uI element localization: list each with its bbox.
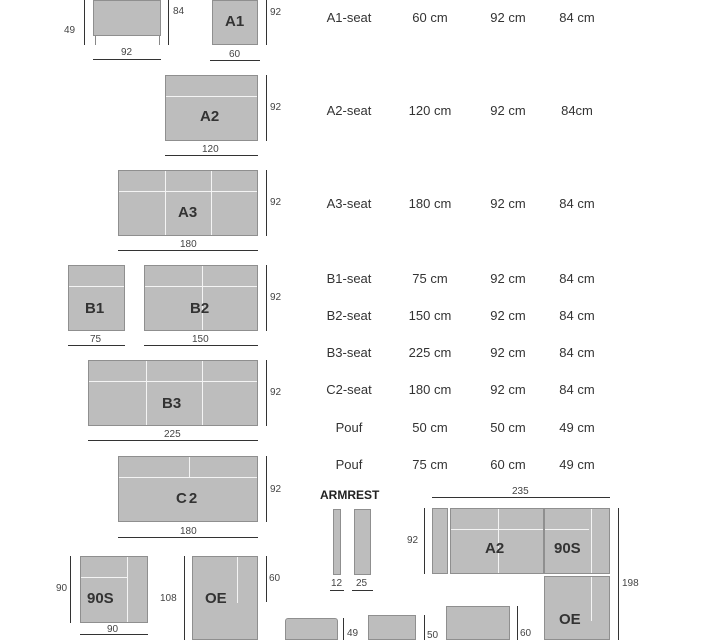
pouf-small-line bbox=[424, 615, 425, 640]
b3-depth-line bbox=[266, 360, 267, 426]
c2-divider bbox=[189, 457, 190, 477]
c2-backrest bbox=[119, 457, 257, 478]
b3-width-label: 225 bbox=[164, 429, 181, 440]
a3-divider-1 bbox=[165, 171, 166, 235]
pouf-side-shape bbox=[285, 618, 338, 640]
table-cell-width: 225 cm bbox=[408, 345, 452, 360]
table-cell-width: 120 cm bbox=[408, 103, 452, 118]
c2-depth-label: 92 bbox=[270, 484, 282, 495]
table-cell-width: 60 cm bbox=[412, 10, 448, 25]
corner-depth-label: 92 bbox=[407, 535, 419, 546]
c2-width-line bbox=[118, 537, 258, 538]
oe-back-label: 60 bbox=[269, 573, 281, 584]
a2-code: A2 bbox=[200, 108, 220, 125]
table-cell-height: 84 cm bbox=[559, 10, 595, 25]
side-height-line bbox=[168, 0, 169, 45]
table-cell-height: 84 cm bbox=[559, 382, 595, 397]
s90-code: 90S bbox=[87, 590, 114, 607]
corner-length-label: 198 bbox=[622, 578, 639, 589]
a3-code: A3 bbox=[178, 204, 198, 221]
corner-oe-backrest bbox=[591, 577, 592, 621]
side-seat-height-label: 49 bbox=[64, 25, 76, 36]
armrest-narrow-label: 12 bbox=[331, 578, 343, 589]
armrest-wide-label: 25 bbox=[356, 578, 368, 589]
b3-width-line bbox=[88, 440, 258, 441]
a3-width-line bbox=[118, 250, 258, 251]
side-view-body bbox=[93, 0, 161, 36]
side-depth-line bbox=[93, 59, 161, 60]
table-cell-depth: 92 cm bbox=[490, 345, 526, 360]
corner-length-line bbox=[618, 508, 619, 640]
table-cell-height: 84 cm bbox=[559, 196, 595, 211]
b2-backrest bbox=[145, 266, 257, 287]
oe-depth-label: 108 bbox=[160, 593, 177, 604]
table-cell-name: B1-seat bbox=[326, 271, 372, 286]
corner-a2-backrest bbox=[451, 509, 543, 530]
side-seat-height-line bbox=[84, 0, 85, 45]
table-cell-depth: 60 cm bbox=[490, 457, 526, 472]
a1-width-label: 60 bbox=[229, 49, 241, 60]
b2-width-line bbox=[144, 345, 258, 346]
table-cell-name: B3-seat bbox=[326, 345, 372, 360]
c2-depth-line bbox=[266, 456, 267, 522]
side-view-leg-left bbox=[95, 36, 96, 45]
pouf-large-line bbox=[517, 606, 518, 640]
armrest-narrow-line bbox=[330, 590, 344, 591]
table-cell-name: Pouf bbox=[335, 420, 363, 435]
b2-code: B2 bbox=[190, 300, 210, 317]
armrest-title: ARMREST bbox=[320, 488, 380, 502]
b2-width-label: 150 bbox=[192, 334, 209, 345]
side-view-leg-right bbox=[159, 36, 160, 45]
side-depth-label: 92 bbox=[121, 47, 133, 58]
table-cell-name: A3-seat bbox=[326, 196, 372, 211]
b2-divider bbox=[202, 266, 203, 330]
b2-depth-line bbox=[266, 265, 267, 331]
pouf-small-shape bbox=[368, 615, 416, 640]
b3-divider-2 bbox=[202, 361, 203, 425]
corner-90s-code: 90S bbox=[554, 540, 581, 557]
table-cell-name: Pouf bbox=[335, 457, 363, 472]
a2-backrest bbox=[166, 76, 257, 97]
armrest-wide-line bbox=[352, 590, 373, 591]
table-cell-depth: 92 cm bbox=[490, 10, 526, 25]
corner-oe-shape bbox=[544, 576, 610, 640]
corner-depth-line bbox=[424, 508, 425, 574]
c2-code: C2 bbox=[176, 490, 200, 507]
a3-depth-label: 92 bbox=[270, 197, 282, 208]
s90-side-back bbox=[127, 557, 128, 622]
corner-width-line bbox=[432, 497, 610, 498]
table-cell-width: 50 cm bbox=[412, 420, 448, 435]
a3-depth-line bbox=[266, 170, 267, 236]
corner-oe-code: OE bbox=[559, 611, 581, 628]
a2-width-label: 120 bbox=[202, 144, 219, 155]
b1-backrest bbox=[69, 266, 124, 287]
a3-width-label: 180 bbox=[180, 239, 197, 250]
b2-depth-label: 92 bbox=[270, 292, 282, 303]
a1-depth-line bbox=[266, 0, 267, 45]
table-cell-height: 49 cm bbox=[559, 420, 595, 435]
table-cell-width: 150 cm bbox=[408, 308, 452, 323]
oe-backrest bbox=[237, 557, 238, 603]
s90-backrest bbox=[81, 557, 127, 578]
table-cell-height: 49 cm bbox=[559, 457, 595, 472]
c2-width-label: 180 bbox=[180, 526, 197, 537]
table-cell-height: 84 cm bbox=[559, 308, 595, 323]
table-cell-width: 75 cm bbox=[412, 457, 448, 472]
corner-width-label: 235 bbox=[512, 486, 529, 497]
corner-90s-backrest bbox=[545, 509, 589, 530]
b1-width-line bbox=[68, 345, 125, 346]
table-cell-height: 84 cm bbox=[559, 271, 595, 286]
armrest-wide-shape bbox=[354, 509, 371, 575]
a1-width-line bbox=[210, 60, 260, 61]
b1-width-label: 75 bbox=[90, 334, 102, 345]
oe-code: OE bbox=[205, 590, 227, 607]
table-cell-name: A2-seat bbox=[326, 103, 372, 118]
a2-depth-line bbox=[266, 75, 267, 141]
corner-90s-side-back bbox=[591, 509, 592, 573]
b3-depth-label: 92 bbox=[270, 387, 282, 398]
a2-width-line bbox=[165, 155, 258, 156]
table-cell-width: 75 cm bbox=[412, 271, 448, 286]
a1-depth-label: 92 bbox=[270, 7, 282, 18]
table-cell-name: A1-seat bbox=[326, 10, 372, 25]
pouf-side-height-label: 49 bbox=[347, 628, 359, 639]
b2-shape bbox=[144, 265, 258, 331]
pouf-side-height-line bbox=[343, 618, 344, 640]
armrest-narrow-shape bbox=[333, 509, 341, 575]
table-cell-height: 84 cm bbox=[559, 345, 595, 360]
oe-back-line bbox=[266, 556, 267, 602]
b3-shape bbox=[88, 360, 258, 426]
table-cell-depth: 92 cm bbox=[490, 308, 526, 323]
b3-divider-1 bbox=[146, 361, 147, 425]
table-cell-depth: 92 cm bbox=[490, 382, 526, 397]
table-cell-name: B2-seat bbox=[326, 308, 372, 323]
b3-backrest bbox=[89, 361, 257, 382]
table-cell-width: 180 cm bbox=[408, 196, 452, 211]
a3-divider-2 bbox=[211, 171, 212, 235]
b1-code: B1 bbox=[85, 300, 105, 317]
side-height-label: 84 bbox=[173, 6, 185, 17]
c2-shape bbox=[118, 456, 258, 522]
table-cell-name: C2-seat bbox=[326, 382, 372, 397]
oe-depth-line bbox=[184, 556, 185, 640]
b3-code: B3 bbox=[162, 395, 182, 412]
table-cell-depth: 92 cm bbox=[490, 271, 526, 286]
pouf-large-label: 60 bbox=[520, 628, 532, 639]
table-cell-depth: 92 cm bbox=[490, 196, 526, 211]
table-cell-width: 180 cm bbox=[408, 382, 452, 397]
table-cell-depth: 50 cm bbox=[490, 420, 526, 435]
b1-shape bbox=[68, 265, 125, 331]
s90-depth-label: 90 bbox=[56, 583, 68, 594]
table-cell-height: 84cm bbox=[561, 103, 593, 118]
s90-width-label: 90 bbox=[107, 624, 119, 635]
a1-code: A1 bbox=[225, 13, 245, 30]
corner-armrest bbox=[432, 508, 448, 574]
corner-a2-code: A2 bbox=[485, 540, 505, 557]
pouf-large-shape bbox=[446, 606, 510, 640]
a2-depth-label: 92 bbox=[270, 102, 282, 113]
a3-backrest bbox=[119, 171, 257, 192]
s90-depth-line bbox=[70, 556, 71, 623]
pouf-small-label: 50 bbox=[427, 630, 439, 641]
table-cell-depth: 92 cm bbox=[490, 103, 526, 118]
a3-shape bbox=[118, 170, 258, 236]
